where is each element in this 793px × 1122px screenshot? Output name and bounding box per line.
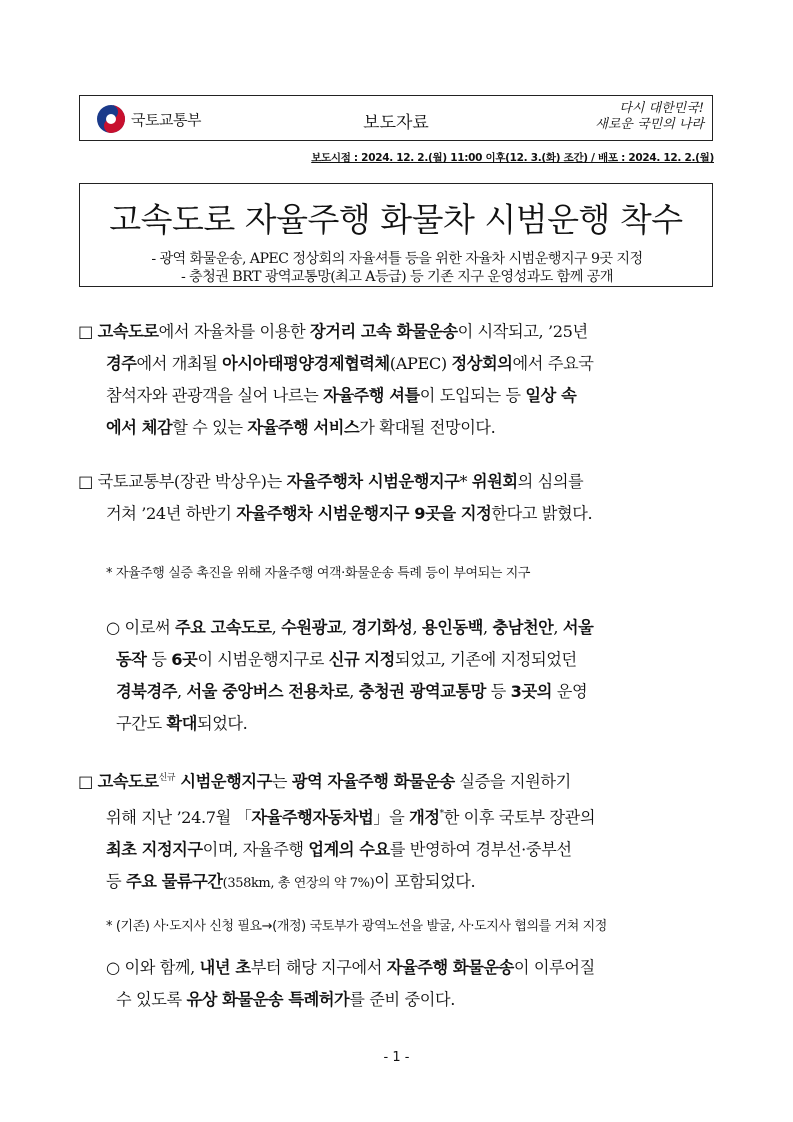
- superscript-text: *: [439, 809, 444, 819]
- emphasis-text: 에서 체감: [106, 418, 173, 437]
- body-text: 를 준비 중이다.: [349, 990, 455, 1009]
- emphasis-text: 자율주행 서비스: [247, 418, 360, 437]
- body-text: 를 반영하여 경부선·중부선: [389, 840, 572, 859]
- paragraph-line: [78, 762, 718, 798]
- emphasis-text: 충남천안: [492, 618, 554, 637]
- body-text: ,: [412, 618, 423, 637]
- paragraph-line: [78, 866, 718, 900]
- emphasis-text: 서울 중앙버스 전용차로: [186, 682, 350, 701]
- emphasis-text: 주요 물류구간: [125, 872, 223, 891]
- paragraph-3: [78, 612, 718, 740]
- emphasis-text: 아시아태평양경제협력체: [222, 354, 390, 373]
- body-text: 이며, 자율주행: [202, 840, 309, 859]
- emphasis-text: 자율주행 셔틀: [323, 386, 420, 405]
- body-text: 한다고 밝혔다.: [491, 504, 593, 523]
- body-text: 에서 개최될: [136, 354, 223, 373]
- body-text: 운영: [552, 682, 588, 701]
- body-text: 이 포함되었다.: [374, 872, 476, 891]
- body-text: 」을: [373, 808, 410, 827]
- emphasis-text: 신규 지정: [328, 650, 395, 669]
- body-text: 이 이루어질: [513, 958, 595, 977]
- paragraph-line: [78, 984, 718, 1016]
- paragraph-line: [78, 498, 718, 530]
- emphasis-text: 자율주행 화물운송: [386, 958, 514, 977]
- body-text: 에서 자율차를 이용한: [158, 322, 310, 341]
- body-text: 위해 지난 ’24.7월 「: [106, 808, 252, 827]
- paragraph-line: [78, 612, 718, 644]
- body-text: 이 도입되는 등: [419, 386, 526, 405]
- body-text: 되었다.: [196, 714, 248, 733]
- emphasis-text: 장거리 고속 화물운송: [309, 322, 458, 341]
- emphasis-text: 광역 자율주행 화물운송: [291, 772, 455, 791]
- body-text: ,: [482, 618, 493, 637]
- paragraph-line: [78, 412, 718, 444]
- org-name: 국토교통부: [131, 110, 201, 129]
- body-text: 한 이후 국토부 장관의: [443, 808, 596, 827]
- body-text: 실증을 지원하기: [454, 772, 571, 791]
- emphasis-text: 6곳: [171, 650, 198, 669]
- release-info: 보도시점 : 2024. 12. 2.(월) 11:00 이후(12. 3.(화) 조간) / 배포 : 2024. 12. 2.(월): [311, 152, 714, 164]
- paragraph-1: [78, 316, 718, 444]
- slogan-line-1: 다시 대한민국!: [619, 101, 704, 116]
- paragraph-line: [78, 676, 718, 708]
- emphasis-text: 유상 화물운송 특례허가: [186, 990, 350, 1009]
- body-text: ,: [271, 618, 282, 637]
- emphasis-text: 경기화성: [351, 618, 413, 637]
- title-box: [79, 183, 713, 287]
- body-text: 거쳐 ’24년 하반기: [106, 504, 237, 523]
- body-text: □ 국토교통부(장관 박상우)는: [78, 472, 287, 491]
- body-text: 되었고, 기존에 지정되었던: [394, 650, 577, 669]
- doc-type: 보도자료: [363, 113, 429, 133]
- paragraph-line: [78, 834, 718, 866]
- body-text: 구간도: [116, 714, 167, 733]
- slogan: [576, 101, 704, 133]
- body-text: □: [78, 772, 98, 791]
- paragraph-line: [78, 316, 718, 348]
- body-text: 수 있도록: [116, 990, 187, 1009]
- body-text: 가 확대될 전망이다.: [359, 418, 496, 437]
- emphasis-text: 수원광교: [281, 618, 343, 637]
- emphasis-text: 정상회의: [451, 354, 513, 373]
- emphasis-text: 업계의 수요: [308, 840, 390, 859]
- superscript-text: 신규: [158, 773, 176, 783]
- emphasis-text: 충청권 광역교통망: [358, 682, 486, 701]
- paragraph-line: [78, 952, 718, 984]
- header-box: [79, 95, 713, 141]
- emphasis-text: 자율주행차 시범운행지구: [286, 472, 460, 491]
- body-text: 부터 해당 지구에서: [250, 958, 387, 977]
- footnote-2: * (기존) 사·도지사 신청 필요→(개정) 국토부가 광역노선을 발굴, 사·도지사 협의를 거쳐 지정: [106, 919, 607, 934]
- emphasis-text: 최초 지정지구: [106, 840, 203, 859]
- body-text: 등: [485, 682, 511, 701]
- emphasis-text: 개정: [409, 808, 440, 827]
- emphasis-text: 고속도로: [97, 322, 159, 341]
- page-title: 고속도로 자율주행 화물차 시범운행 착수: [109, 200, 683, 239]
- small-text: (358km, 총 연장의 약 7%): [222, 876, 375, 891]
- paragraph-2: [78, 466, 718, 530]
- emphasis-text: 동작: [116, 650, 147, 669]
- emphasis-text: 고속도로: [97, 772, 159, 791]
- paragraph-5: [78, 952, 718, 1016]
- body-text: ,: [553, 618, 563, 637]
- body-text: 는: [271, 772, 292, 791]
- emphasis-text: 경북경주: [116, 682, 177, 701]
- emphasis-text: 시범운행지구: [175, 772, 272, 791]
- body-text: ○ 이와 함께,: [106, 958, 200, 977]
- page-number: - 1 -: [383, 1050, 410, 1065]
- body-text: 이 시범운행지구로: [197, 650, 329, 669]
- slogan-line-2: 새로운 국민의 나라: [595, 117, 704, 132]
- paragraph-line: [78, 708, 718, 740]
- subtitle-1: - 광역 화물운송, APEC 정상회의 자율셔틀 등을 위한 자율차 시범운행지구 9곳 지정: [151, 251, 643, 267]
- emphasis-text: 일상 속: [525, 386, 577, 405]
- body-text: ,: [342, 618, 352, 637]
- emphasis-text: 서울: [562, 618, 594, 637]
- paragraph-line: [78, 466, 718, 498]
- emphasis-text: 3곳의: [510, 682, 553, 701]
- body-text: ,: [349, 682, 359, 701]
- emphasis-text: 자율주행차 시범운행지구 9곳을 지정: [236, 504, 492, 523]
- body-text: (APEC): [389, 354, 452, 373]
- body-text: ○ 이로써: [106, 618, 175, 637]
- subtitle-2: - 충청권 BRT 광역교통망(최고 A등급) 등 기존 지구 운영성과도 함께 공개: [180, 269, 614, 285]
- body-text: 이 시작되고, ’25년: [457, 322, 588, 341]
- paragraph-line: [78, 380, 718, 412]
- paragraph-line: [78, 644, 718, 676]
- body-text: 등: [146, 650, 172, 669]
- body-text: 에서 주요국: [512, 354, 594, 373]
- paragraph-4: [78, 762, 718, 900]
- emphasis-text: 주요 고속도로: [174, 618, 272, 637]
- emphasis-text: 용인동백: [422, 618, 483, 637]
- emphasis-text: 경주: [106, 354, 137, 373]
- body-text: ,: [176, 682, 187, 701]
- body-text: 할 수 있는: [172, 418, 248, 437]
- emphasis-text: 위원회: [471, 472, 518, 491]
- emphasis-text: 확대: [166, 714, 197, 733]
- emphasis-text: 내년 초: [199, 958, 251, 977]
- footnote-1: * 자율주행 실증 촉진을 위해 자율주행 여객·화물운송 특례 등이 부여되는 지구: [106, 566, 531, 581]
- body-text: □: [78, 322, 98, 341]
- body-text: 의 심의를: [517, 472, 584, 491]
- body-text: 참석자와 관광객을 실어 나르는: [106, 386, 324, 405]
- paragraph-line: [78, 798, 718, 834]
- body-text: 등: [106, 872, 126, 891]
- body-text: *: [459, 472, 472, 491]
- emphasis-text: 자율주행자동차법: [251, 808, 374, 827]
- paragraph-line: [78, 348, 718, 380]
